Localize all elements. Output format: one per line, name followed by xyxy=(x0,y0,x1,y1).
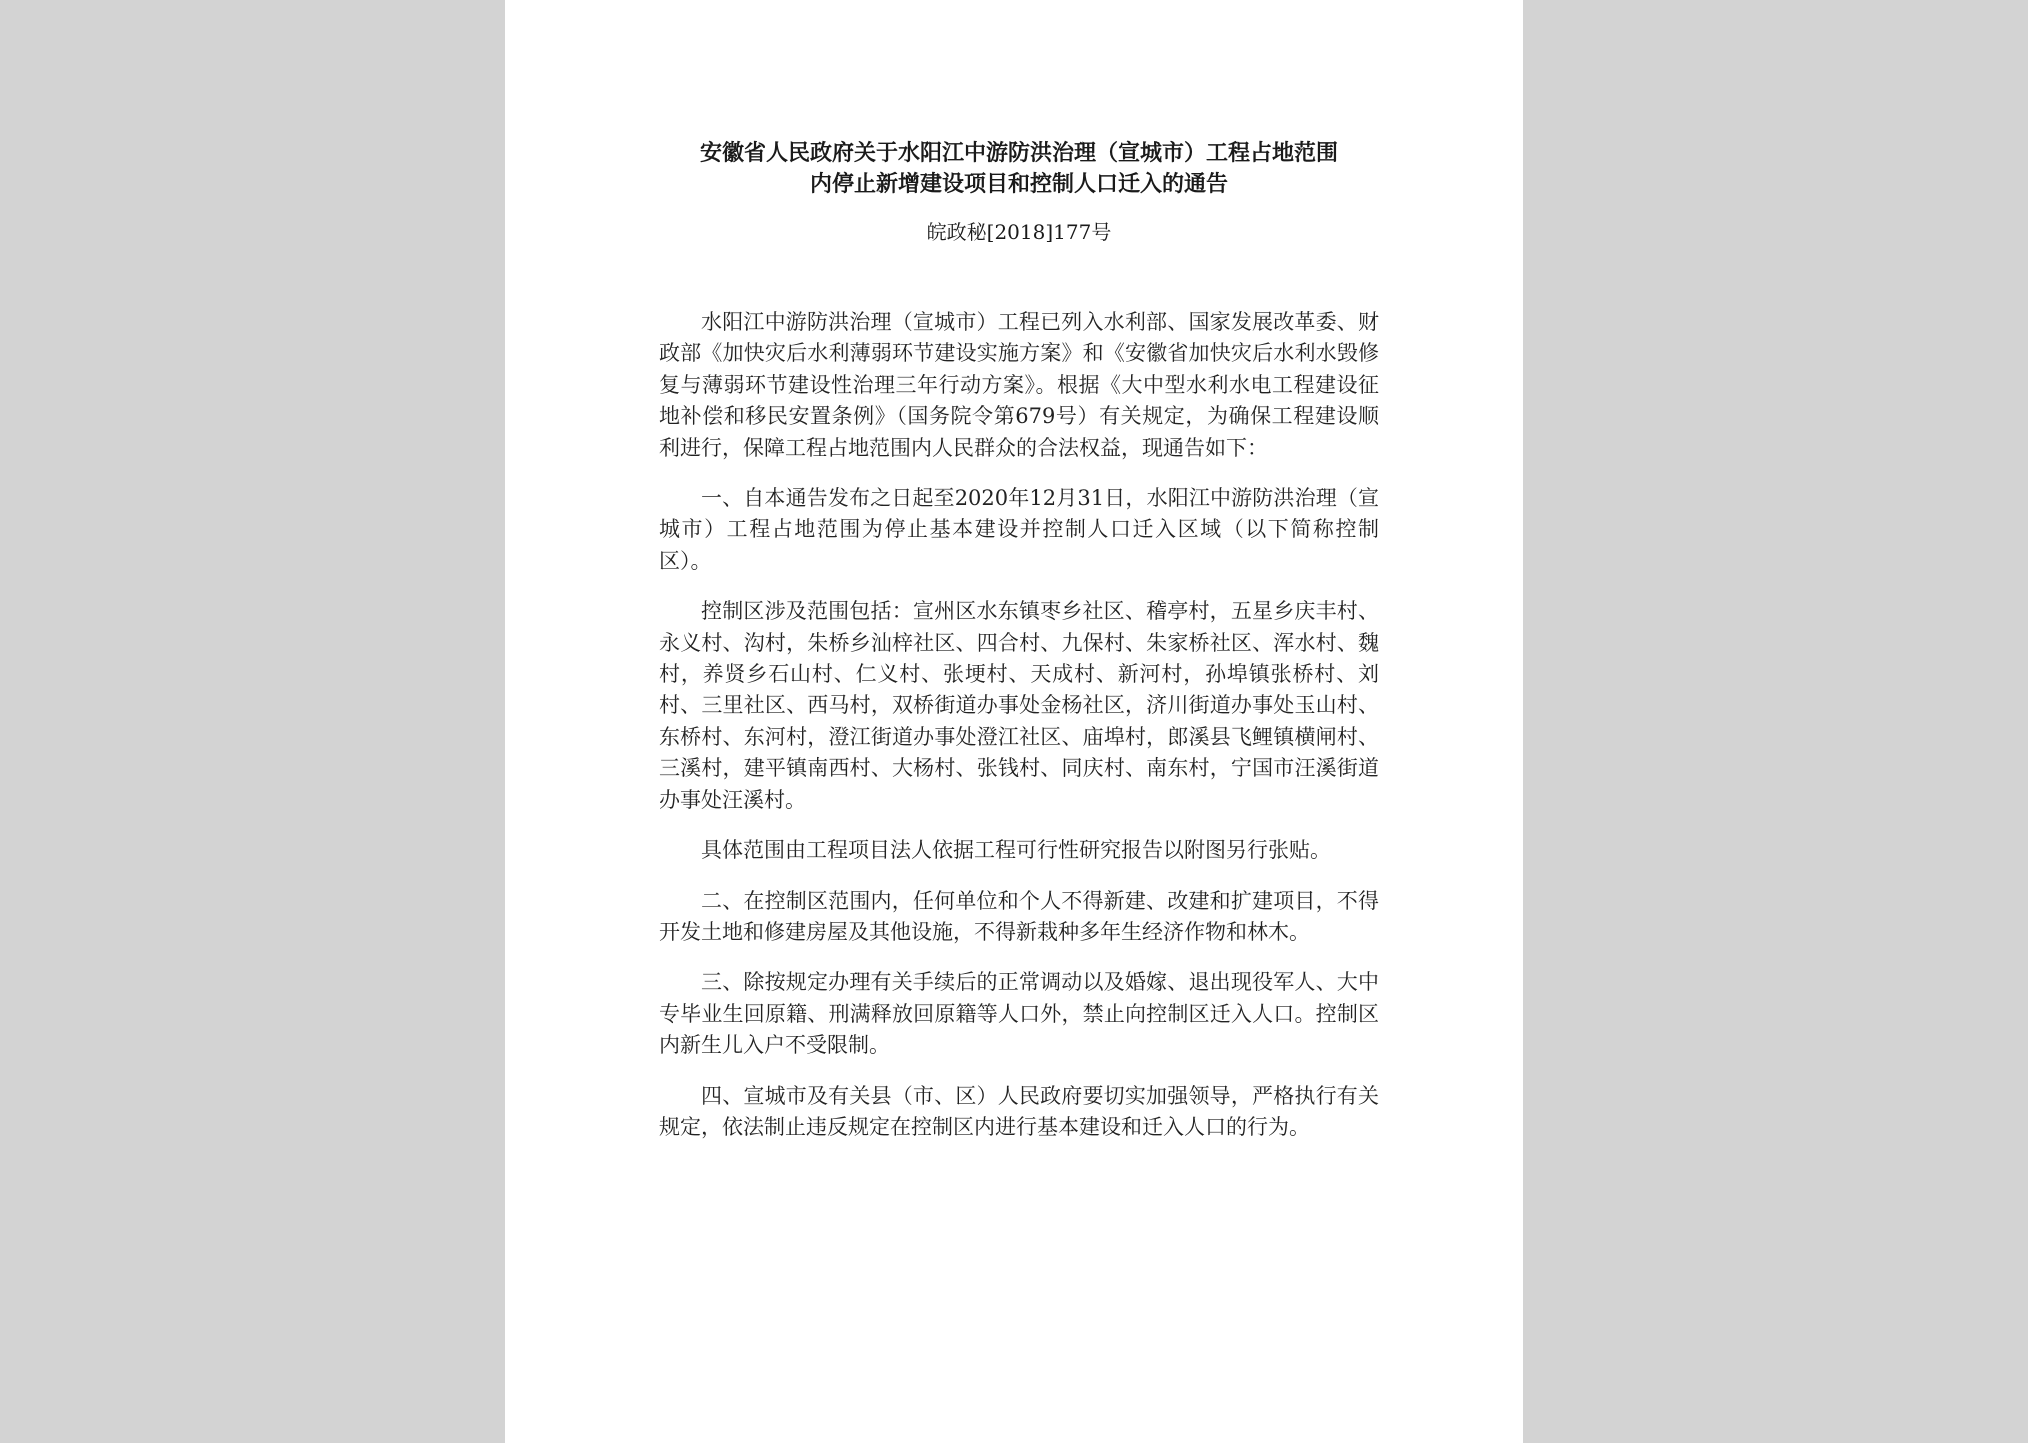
paragraph-item-2: 二、在控制区范围内，任何单位和个人不得新建、改建和扩建项目，不得开发土地和修建房屋及其他设施，不得新栽种多年生经济作物和林木。 xyxy=(659,888,1379,944)
document-content xyxy=(659,138,1379,1162)
paragraph-item-3: 三、除按规定办理有关手续后的正常调动以及婚嫁、退出现役军人、大中专毕业生回原籍、刑满释放回原籍等人口外，禁止向控制区迁入人口。控制区内新生儿入户不受限制。 xyxy=(659,970,1379,1058)
paragraph-item-4: 四、宣城市及有关县（市、区）人民政府要切实加强领导，严格执行有关规定，依法制止违反规定在控制区内进行基本建设和迁入人口的行为。 xyxy=(659,1083,1379,1139)
paragraph-item-1: 一、自本通告发布之日起至2020年12月31日，水阳江中游防洪治理（宣城市）工程占地范围为停止基本建设并控制人口迁入区域（以下简称控制区）。 xyxy=(659,486,1379,573)
document-title-line-2: 内停止新增建设项目和控制人口迁入的通告 xyxy=(809,172,1228,197)
document-page xyxy=(505,0,1523,1443)
paragraph-scope-detail: 具体范围由工程项目法人依据工程可行性研究报告以附图另行张贴。 xyxy=(701,838,1331,863)
document-number: 皖政秘[2018]177号 xyxy=(926,220,1112,244)
document-body xyxy=(659,307,1379,1143)
paragraph-intro: 水阳江中游防洪治理（宣城市）工程已列入水利部、国家发展改革委、财政部《加快灾后水利薄弱环节建设实施方案》和《安徽省加快灾后水利水毁修复与薄弱环节建设性治理三年行动方案》。根据《大中型水利水电工程建设征地补偿和移民安置条例》（国务院令第679号）有关规定，为确保工程建设顺利进行，保障工程占地范围内人民群众的合法权益，现通告如下： xyxy=(659,310,1379,460)
paragraph-control-scope: 控制区涉及范围包括：宣州区水东镇枣乡社区、稽亭村，五星乡庆丰村、永义村、沟村，朱桥乡汕梓社区、四合村、九保村、朱家桥社区、浑水村、魏村，养贤乡石山村、仁义村、张埂村、天成村、新河村，孙埠镇张桥村、刘村、三里社区、西马村，双桥街道办事处金杨社区，济川街道办事处玉山村、东桥村、东河村，澄江街道办事处澄江社区、庙埠村，郎溪县飞鲤镇横闸村、三溪村，建平镇南西村、大杨村、张钱村、同庆村、南东村，宁国市汪溪街道办事处汪溪村。 xyxy=(659,599,1379,812)
document-title-line-1: 安徽省人民政府关于水阳江中游防洪治理（宣城市）工程占地范围 xyxy=(699,141,1338,166)
